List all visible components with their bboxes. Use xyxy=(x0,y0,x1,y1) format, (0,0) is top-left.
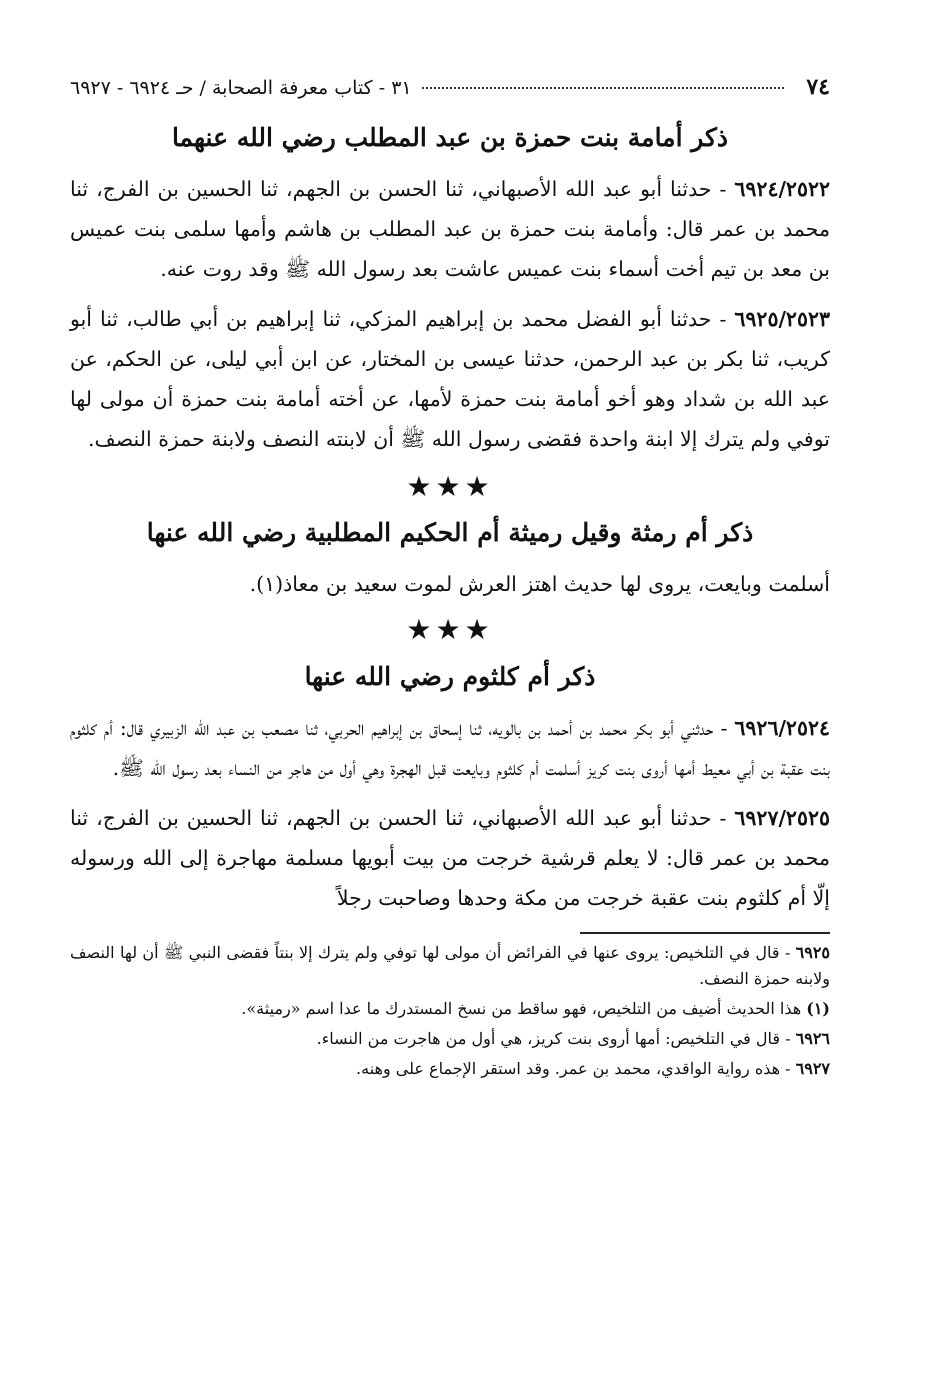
hadith-number: ٦٩٢٤/٢٥٢٢ xyxy=(734,177,830,201)
section-title-umama: ذكر أمامة بنت حمزة بن عبد المطلب رضي الله عنهما xyxy=(171,123,729,152)
entry-text: أسلمت وبايعت، يروى لها حديث اهتز العرش لموت سعيد بن معاذ(١). xyxy=(249,572,830,597)
book-page xyxy=(70,74,830,1086)
footnote-number: ٦٩٢٦ xyxy=(795,1028,830,1048)
section-separator-stars: ★★★ xyxy=(406,613,494,647)
section-title-umm-kulthum: ذكر أم كلثوم رضي الله عنها xyxy=(304,661,596,691)
footnote-6925 xyxy=(70,940,830,992)
footnote-text: - قال في التلخيص: يروى عنها في الفرائض أن مولى لها توفي ولم يترك إلا بنتاً فقضى النبي ﷺ أن لها النصف ولابنه حمزة النصف. xyxy=(70,942,830,988)
footnote-number: ٦٩٢٧ xyxy=(795,1058,830,1078)
footnote-number: ٦٩٢٥ xyxy=(795,942,830,962)
hadith-text: - حدثنا أبو عبد الله الأصبهاني، ثنا الحسن بن الجهم، ثنا الحسين بن الفرج، ثنا محمد بن عمر قال: وأمامة بنت حمزة بن عبد المطلب بن هاشم وأمها سلمى بنت عميس بن معد بن تيم أخت أسماء بنت عميس عاشت بعد رسول الله ﷺ وقد روت عنه. xyxy=(70,177,830,281)
running-title: ٣١ - كتاب معرفة الصحابة / حـ ٦٩٢٤ - ٦٩٢٧ xyxy=(70,77,412,99)
footnote-text: - قال في التلخيص: أمها أروى بنت كريز، هي أول من هاجرت من النساء. xyxy=(316,1028,791,1048)
page-number: ٧٤ xyxy=(806,74,830,100)
hadith-6925 xyxy=(70,299,830,459)
hadith-6924 xyxy=(70,169,830,289)
footnote-divider xyxy=(580,932,830,934)
header-dotted-leader xyxy=(422,87,785,89)
hadith-text: - حدثنا أبو عبد الله الأصبهاني، ثنا الحسن بن الجهم، ثنا الحسين بن الفرج، ثنا محمد بن عمر قال: لا يعلم قرشية خرجت من بيت أبويها مسلمة مهاجرة إلى الله ورسوله إلّا أم كلثوم بنت عقبة خرجت من مكة وحدها وصاحبت رجلاً xyxy=(70,805,830,910)
hadith-number: ٦٩٢٧/٢٥٢٥ xyxy=(734,805,830,830)
hadith-number: ٦٩٢٥/٢٥٢٣ xyxy=(734,307,830,331)
footnote-text: - هذه رواية الواقدي، محمد بن عمر. وقد استقر الإجماع على وهنه. xyxy=(356,1058,791,1078)
section-title-umm-rimtha: ذكر أم رمثة وقيل رميثة أم الحكيم المطلبية رضي الله عنها xyxy=(146,518,754,548)
hadith-text: - حدثني أبو بكر محمد بن أحمد بن بالويه، ثنا إسحاق بن إبراهيم الحربي، ثنا مصعب بن عبد الله الزبيري قال: أم كلثوم بنت عقبة بن أبي معيط أمها أروى بنت كريز أسلمت أم كلثوم وبايعت قبل الهجرة وهي أول من هاجر من النساء بعد رسول الله ﷺ. xyxy=(70,715,830,780)
hadith-number: ٦٩٢٦/٢٥٢٤ xyxy=(734,715,830,740)
footnote-number: (١) xyxy=(806,998,830,1018)
section-separator-stars: ★★★ xyxy=(406,470,494,503)
hadith-6927 xyxy=(70,798,830,918)
footnote-text: هذا الحديث أضيف من التلخيص، فهو ساقط من نسخ المستدرك ما عدا اسم «رميثة». xyxy=(241,998,802,1018)
hadith-6926 xyxy=(70,708,830,788)
footnote-6926 xyxy=(70,1026,830,1052)
footnote-1 xyxy=(70,996,830,1022)
page-header xyxy=(70,74,830,110)
footnote-6927 xyxy=(70,1056,830,1082)
hadith-text: - حدثنا أبو الفضل محمد بن إبراهيم المزكي، ثنا إبراهيم بن أبي طالب، ثنا أبو كريب، ثنا بكر بن عبد الرحمن، حدثنا عيسى بن المختار، عن ابن أبي ليلى، عن الحكم، عن عبد الله بن شداد وهو أخو أمامة بنت حمزة لأمها، عن أخته أمامة بنت حمزة أن مولى لها توفي ولم يترك إلا ابنة واحدة فقضى رسول الله ﷺ أن لابنته النصف ولابنة حمزة النصف. xyxy=(70,307,830,451)
